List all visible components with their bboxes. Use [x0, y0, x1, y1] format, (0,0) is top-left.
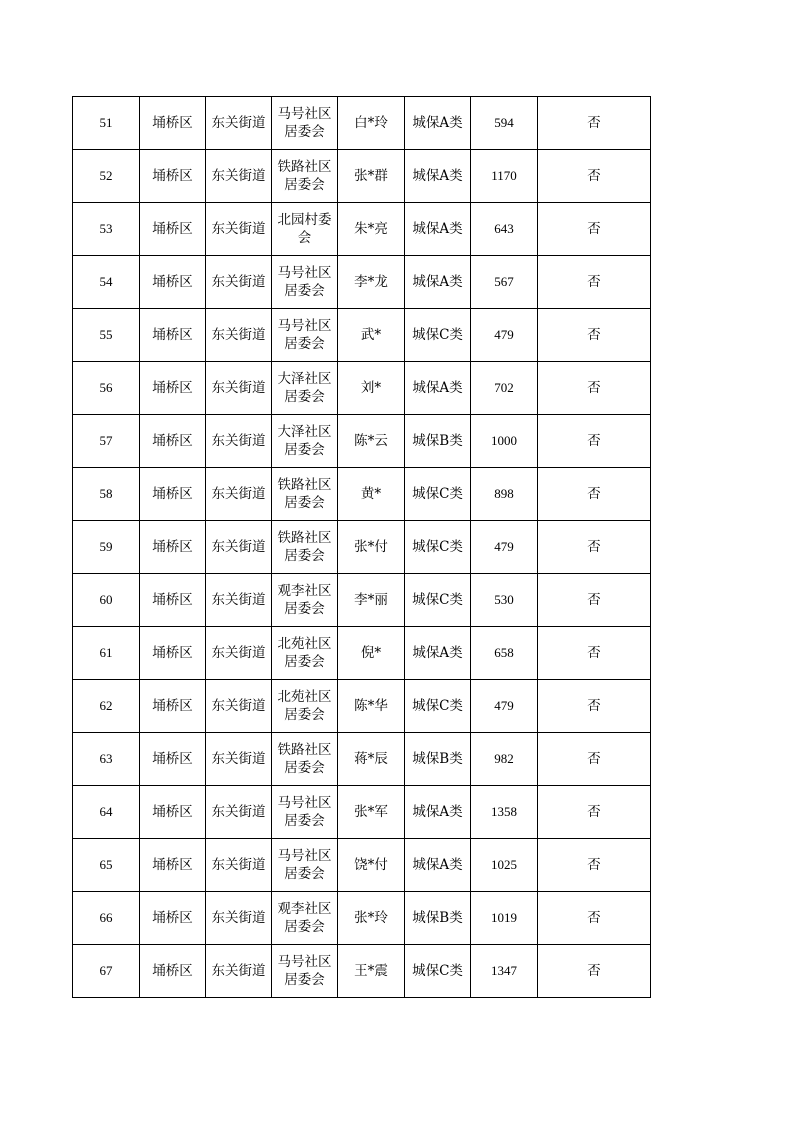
category-cell: 城保A类 [405, 627, 471, 680]
category-cell: 城保C类 [405, 680, 471, 733]
amount-cell: 643 [471, 203, 538, 256]
community-line-2: 居委会 [284, 654, 325, 670]
community-line-2: 居委会 [284, 177, 325, 193]
row-number-cell: 58 [73, 468, 140, 521]
community-cell [272, 574, 338, 627]
community-line-2: 居委会 [284, 336, 325, 352]
street-cell: 东关街道 [206, 574, 272, 627]
district-cell: 埇桥区 [140, 309, 206, 362]
category-cell: 城保C类 [405, 309, 471, 362]
community-cell [272, 362, 338, 415]
community-cell [272, 97, 338, 150]
table-row [73, 945, 651, 998]
community-line-1: 马号社区 [277, 265, 332, 281]
street-cell: 东关街道 [206, 521, 272, 574]
community-cell [272, 521, 338, 574]
community-line-2: 居委会 [284, 601, 325, 617]
street-cell: 东关街道 [206, 203, 272, 256]
table-row [73, 309, 651, 362]
amount-cell: 479 [471, 309, 538, 362]
name-cell: 陈*云 [338, 415, 405, 468]
community-line-1: 铁路社区 [277, 742, 332, 758]
name-cell: 张*付 [338, 521, 405, 574]
name-cell: 刘* [338, 362, 405, 415]
name-cell: 朱*亮 [338, 203, 405, 256]
category-cell: 城保A类 [405, 839, 471, 892]
name-cell: 张*玲 [338, 892, 405, 945]
category-cell: 城保A类 [405, 786, 471, 839]
table-row [73, 733, 651, 786]
district-cell: 埇桥区 [140, 362, 206, 415]
row-number-cell: 57 [73, 415, 140, 468]
community-line-2: 居委会 [284, 389, 325, 405]
name-cell: 倪* [338, 627, 405, 680]
amount-cell: 1025 [471, 839, 538, 892]
amount-cell: 1019 [471, 892, 538, 945]
community-cell [272, 786, 338, 839]
street-cell: 东关街道 [206, 839, 272, 892]
table-row [73, 362, 651, 415]
category-cell: 城保C类 [405, 521, 471, 574]
community-line-2: 居委会 [284, 972, 325, 988]
district-cell: 埇桥区 [140, 256, 206, 309]
flag-cell: 否 [538, 627, 651, 680]
flag-cell: 否 [538, 256, 651, 309]
street-cell: 东关街道 [206, 309, 272, 362]
flag-cell: 否 [538, 680, 651, 733]
community-line-2: 居委会 [284, 283, 325, 299]
street-cell: 东关街道 [206, 733, 272, 786]
category-cell: 城保A类 [405, 150, 471, 203]
district-cell: 埇桥区 [140, 892, 206, 945]
flag-cell: 否 [538, 97, 651, 150]
name-cell: 白*玲 [338, 97, 405, 150]
category-cell: 城保A类 [405, 97, 471, 150]
community-cell [272, 839, 338, 892]
community-cell [272, 203, 338, 256]
table-row [73, 627, 651, 680]
district-cell: 埇桥区 [140, 150, 206, 203]
row-number-cell: 60 [73, 574, 140, 627]
community-line-2: 居委会 [284, 760, 325, 776]
community-cell [272, 945, 338, 998]
flag-cell: 否 [538, 468, 651, 521]
community-cell [272, 892, 338, 945]
community-line-1: 马号社区 [277, 106, 332, 122]
street-cell: 东关街道 [206, 362, 272, 415]
community-line-1: 马号社区 [277, 954, 332, 970]
category-cell: 城保A类 [405, 256, 471, 309]
community-line-1: 北苑社区 [277, 636, 332, 652]
community-line-1: 马号社区 [277, 318, 332, 334]
amount-cell: 479 [471, 521, 538, 574]
amount-cell: 1347 [471, 945, 538, 998]
community-line-2: 居委会 [284, 813, 325, 829]
community-cell [272, 150, 338, 203]
street-cell: 东关街道 [206, 97, 272, 150]
community-line-2: 居委会 [284, 548, 325, 564]
community-line-2: 会 [297, 230, 312, 246]
table-row [73, 203, 651, 256]
amount-cell: 594 [471, 97, 538, 150]
table-row [73, 468, 651, 521]
district-cell: 埇桥区 [140, 574, 206, 627]
street-cell: 东关街道 [206, 892, 272, 945]
community-line-1: 马号社区 [277, 848, 332, 864]
table-body [73, 97, 651, 998]
flag-cell: 否 [538, 574, 651, 627]
district-cell: 埇桥区 [140, 786, 206, 839]
category-cell: 城保A类 [405, 362, 471, 415]
row-number-cell: 51 [73, 97, 140, 150]
row-number-cell: 65 [73, 839, 140, 892]
community-cell [272, 468, 338, 521]
amount-cell: 479 [471, 680, 538, 733]
street-cell: 东关街道 [206, 468, 272, 521]
table-row [73, 680, 651, 733]
community-cell [272, 680, 338, 733]
amount-cell: 982 [471, 733, 538, 786]
district-cell: 埇桥区 [140, 839, 206, 892]
district-cell: 埇桥区 [140, 945, 206, 998]
flag-cell: 否 [538, 415, 651, 468]
amount-cell: 898 [471, 468, 538, 521]
table-row [73, 97, 651, 150]
row-number-cell: 61 [73, 627, 140, 680]
row-number-cell: 52 [73, 150, 140, 203]
street-cell: 东关街道 [206, 945, 272, 998]
flag-cell: 否 [538, 892, 651, 945]
row-number-cell: 63 [73, 733, 140, 786]
flag-cell: 否 [538, 839, 651, 892]
community-line-1: 大泽社区 [277, 424, 332, 440]
flag-cell: 否 [538, 521, 651, 574]
community-line-1: 观李社区 [277, 583, 332, 599]
amount-cell: 658 [471, 627, 538, 680]
community-line-2: 居委会 [284, 124, 325, 140]
community-line-2: 居委会 [284, 919, 325, 935]
amount-cell: 567 [471, 256, 538, 309]
name-cell: 蒋*辰 [338, 733, 405, 786]
community-cell [272, 733, 338, 786]
name-cell: 黄* [338, 468, 405, 521]
flag-cell: 否 [538, 733, 651, 786]
row-number-cell: 64 [73, 786, 140, 839]
table-row [73, 150, 651, 203]
flag-cell: 否 [538, 945, 651, 998]
community-cell [272, 415, 338, 468]
street-cell: 东关街道 [206, 415, 272, 468]
name-cell: 王*震 [338, 945, 405, 998]
street-cell: 东关街道 [206, 627, 272, 680]
category-cell: 城保A类 [405, 203, 471, 256]
district-cell: 埇桥区 [140, 627, 206, 680]
district-cell: 埇桥区 [140, 521, 206, 574]
table-row [73, 521, 651, 574]
table-row [73, 256, 651, 309]
row-number-cell: 59 [73, 521, 140, 574]
street-cell: 东关街道 [206, 256, 272, 309]
district-cell: 埇桥区 [140, 415, 206, 468]
row-number-cell: 56 [73, 362, 140, 415]
community-line-1: 大泽社区 [277, 371, 332, 387]
row-number-cell: 53 [73, 203, 140, 256]
category-cell: 城保B类 [405, 415, 471, 468]
table-row [73, 892, 651, 945]
flag-cell: 否 [538, 309, 651, 362]
table-row [73, 574, 651, 627]
community-line-1: 观李社区 [277, 901, 332, 917]
name-cell: 武* [338, 309, 405, 362]
name-cell: 张*军 [338, 786, 405, 839]
category-cell: 城保B类 [405, 892, 471, 945]
community-line-1: 北园村委 [277, 212, 332, 228]
category-cell: 城保C类 [405, 945, 471, 998]
amount-cell: 1358 [471, 786, 538, 839]
district-cell: 埇桥区 [140, 733, 206, 786]
table-row [73, 786, 651, 839]
district-cell: 埇桥区 [140, 97, 206, 150]
table-row [73, 839, 651, 892]
flag-cell: 否 [538, 362, 651, 415]
street-cell: 东关街道 [206, 150, 272, 203]
data-table [72, 96, 651, 998]
community-cell [272, 309, 338, 362]
district-cell: 埇桥区 [140, 468, 206, 521]
community-cell [272, 627, 338, 680]
district-cell: 埇桥区 [140, 203, 206, 256]
community-line-2: 居委会 [284, 707, 325, 723]
row-number-cell: 66 [73, 892, 140, 945]
community-line-2: 居委会 [284, 442, 325, 458]
community-cell [272, 256, 338, 309]
community-line-2: 居委会 [284, 866, 325, 882]
category-cell: 城保C类 [405, 574, 471, 627]
community-line-1: 马号社区 [277, 795, 332, 811]
name-cell: 陈*华 [338, 680, 405, 733]
amount-cell: 702 [471, 362, 538, 415]
row-number-cell: 67 [73, 945, 140, 998]
row-number-cell: 62 [73, 680, 140, 733]
row-number-cell: 54 [73, 256, 140, 309]
community-line-2: 居委会 [284, 495, 325, 511]
flag-cell: 否 [538, 203, 651, 256]
amount-cell: 1000 [471, 415, 538, 468]
community-line-1: 铁路社区 [277, 530, 332, 546]
table-row [73, 415, 651, 468]
community-line-1: 铁路社区 [277, 477, 332, 493]
name-cell: 饶*付 [338, 839, 405, 892]
amount-cell: 530 [471, 574, 538, 627]
name-cell: 张*群 [338, 150, 405, 203]
district-cell: 埇桥区 [140, 680, 206, 733]
flag-cell: 否 [538, 786, 651, 839]
community-line-1: 北苑社区 [277, 689, 332, 705]
row-number-cell: 55 [73, 309, 140, 362]
street-cell: 东关街道 [206, 680, 272, 733]
community-line-1: 铁路社区 [277, 159, 332, 175]
street-cell: 东关街道 [206, 786, 272, 839]
category-cell: 城保C类 [405, 468, 471, 521]
amount-cell: 1170 [471, 150, 538, 203]
name-cell: 李*龙 [338, 256, 405, 309]
category-cell: 城保B类 [405, 733, 471, 786]
name-cell: 李*丽 [338, 574, 405, 627]
flag-cell: 否 [538, 150, 651, 203]
